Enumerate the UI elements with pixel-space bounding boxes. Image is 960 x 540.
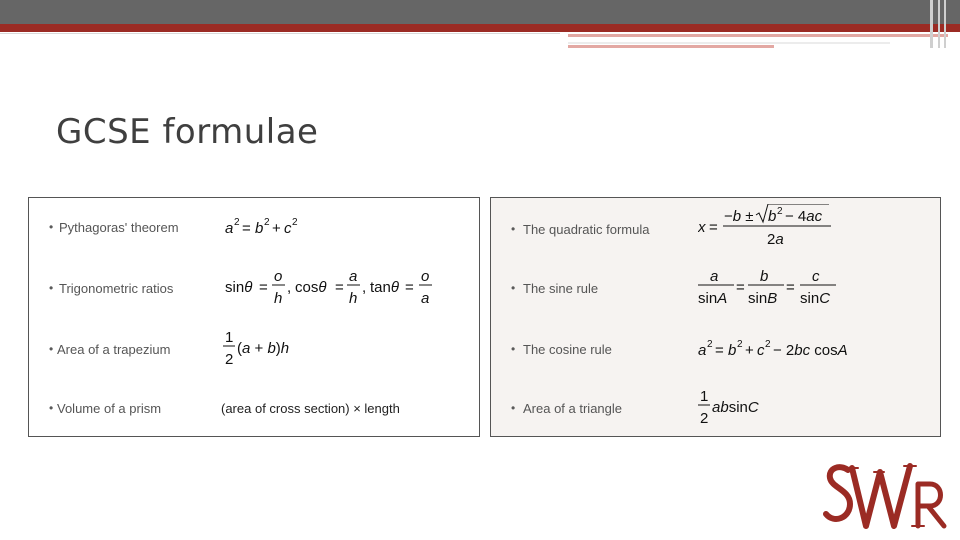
row-label: The cosine rule <box>523 342 612 357</box>
svg-text:sinθ: sinθ <box>225 279 253 296</box>
pythagoras-formula <box>225 214 315 238</box>
row-label: Pythagoras' theorem <box>59 220 179 235</box>
quadratic-formula <box>698 204 838 250</box>
bullet: • <box>49 220 54 234</box>
row-label: The sine rule <box>523 281 599 296</box>
bullet: • <box>511 281 516 295</box>
svg-text:h: h <box>274 290 283 307</box>
row-label: Volume of a prism <box>57 401 162 416</box>
svg-text:(a + b)h: (a + b)h <box>237 340 290 357</box>
trig-ratios-formula <box>225 267 437 309</box>
svg-text:a: a <box>698 342 707 359</box>
svg-text:2: 2 <box>777 206 783 217</box>
header-gray-line <box>0 33 560 34</box>
header-gray-bar <box>0 0 960 24</box>
bullet: • <box>49 281 54 295</box>
slide-title: GCSE formulae <box>56 112 319 152</box>
svg-text:1: 1 <box>225 329 234 346</box>
svg-text:−b ±: −b ± <box>724 208 754 225</box>
svg-text:− 4ac: − 4ac <box>785 208 823 225</box>
bullet: • <box>511 222 516 236</box>
header-red-bar <box>0 24 960 32</box>
svg-text:=: = <box>715 342 724 359</box>
trapezium-formula <box>223 328 303 370</box>
svg-text:a: a <box>349 268 358 285</box>
svg-text:=: = <box>736 279 745 296</box>
svg-text:2: 2 <box>765 339 771 350</box>
svg-text:b: b <box>728 342 737 359</box>
svg-text:c: c <box>812 268 820 285</box>
svg-text:cosθ: cosθ <box>295 279 327 296</box>
svg-text:− 2bc cosA: − 2bc cosA <box>773 342 848 359</box>
header-vstripe-1 <box>930 0 933 48</box>
svg-text:2: 2 <box>707 339 713 350</box>
svg-text:1: 1 <box>700 388 709 405</box>
svg-text:absinC: absinC <box>712 399 759 416</box>
svg-text:c: c <box>757 342 765 359</box>
svg-text:tanθ: tanθ <box>370 279 399 296</box>
svg-text:+: + <box>745 342 754 359</box>
prism-formula: (area of cross section) × length <box>221 401 400 416</box>
svg-text:=: = <box>786 279 795 296</box>
bullet: • <box>511 401 516 415</box>
svg-text:b: b <box>768 208 777 225</box>
swr-logo-icon <box>822 462 948 532</box>
svg-text:b: b <box>760 268 769 285</box>
right-formula-panel <box>490 197 941 437</box>
svg-text:2: 2 <box>292 217 298 228</box>
svg-text:,: , <box>287 279 292 296</box>
triangle-area-formula <box>698 387 778 429</box>
svg-text:2: 2 <box>700 410 709 427</box>
svg-text:=: = <box>335 279 344 296</box>
sine-rule-formula <box>698 267 848 309</box>
svg-text:2: 2 <box>264 217 270 228</box>
left-formula-panel <box>28 197 480 437</box>
svg-text:a: a <box>710 268 719 285</box>
svg-text:a: a <box>225 220 234 237</box>
svg-text:2a: 2a <box>767 231 784 248</box>
svg-text:=: = <box>259 279 268 296</box>
row-label: Area of a trapezium <box>57 342 171 357</box>
svg-text:2: 2 <box>225 351 234 368</box>
svg-text:=: = <box>405 279 414 296</box>
svg-text:o: o <box>274 268 283 285</box>
svg-text:h: h <box>349 290 358 307</box>
svg-text:=: = <box>709 219 718 236</box>
svg-text:2: 2 <box>737 339 743 350</box>
svg-text:2: 2 <box>234 217 240 228</box>
svg-text:sinC: sinC <box>800 290 831 307</box>
svg-text:o: o <box>421 268 430 285</box>
header-vstripe-3 <box>944 0 946 48</box>
svg-text:x: x <box>698 219 706 236</box>
header-pink-line-2 <box>568 45 774 48</box>
row-label: Trigonometric ratios <box>59 281 174 296</box>
bullet: • <box>49 342 54 356</box>
row-label: Area of a triangle <box>523 401 623 416</box>
svg-text:sinB: sinB <box>748 290 778 307</box>
svg-text:=: = <box>242 220 251 237</box>
svg-text:,: , <box>362 279 367 296</box>
svg-text:c: c <box>284 220 292 237</box>
svg-text:a: a <box>421 290 430 307</box>
cosine-rule-formula <box>698 336 868 360</box>
svg-text:+: + <box>272 220 281 237</box>
bullet: • <box>49 401 54 415</box>
header-pink-line-1 <box>568 34 948 37</box>
bullet: • <box>511 342 516 356</box>
header-gray-line-2 <box>568 42 890 44</box>
svg-text:sinA: sinA <box>698 290 728 307</box>
header-vstripe-2 <box>938 0 940 48</box>
svg-text:b: b <box>255 220 264 237</box>
row-label: The quadratic formula <box>523 222 650 237</box>
